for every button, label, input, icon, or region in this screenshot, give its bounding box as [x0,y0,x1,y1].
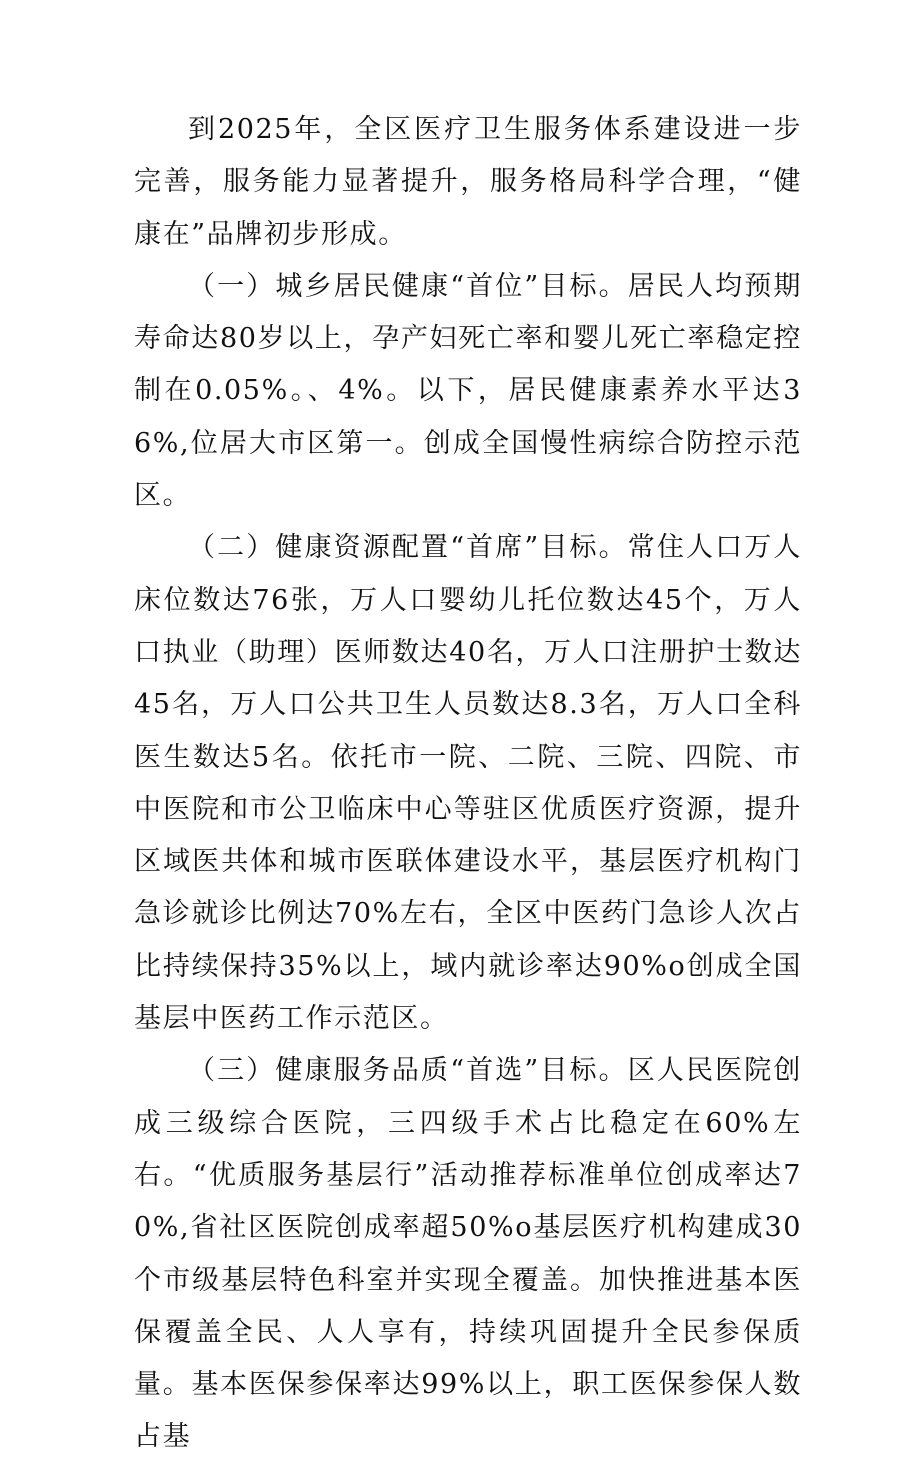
paragraph-goal-3: （三）健康服务品质“首选”目标。区人民医院创成三级综合医院，三四级手术占比稳定在60%左右。“优质服务基层行”活动推荐标准单位创成率达70%,省社区医院创成率超50%o基层医疗机构建成30个市级基层特色科室并实现全覆盖。加快推进基本医保覆盖全民、人人享有，持续巩固提升全民参保质量。基本医保参保率达99%以上，职工医保参保人数占基 [134,1055,802,1453]
paragraph-intro: 到2025年，全区医疗卫生服务体系建设进一步完善，服务能力显著提升，服务格局科学合理，“健康在”品牌初步形成。 [134,114,802,250]
paragraph-goal-1: （一）城乡居民健康“首位”目标。居民人均预期寿命达80岁以上，孕产妇死亡率和婴儿死亡率稳定控制在0.05%。、4%。以下，居民健康素养水平达36%,位居大市区第一。创成全国慢性病综合防控示范区。 [134,270,802,512]
paragraph-goal-2: （二）健康资源配置“首席”目标。常住人口万人床位数达76张，万人口婴幼儿托位数达45个，万人口执业（助理）医师数达40名，万人口注册护士数达45名，万人口公共卫生人员数达8.3名，万人口全科医生数达5名。依托市一院、二院、三院、四院、市中医院和市公卫临床中心等驻区优质医疗资源，提升区域医共体和城市医联体建设水平，基层医疗机构门急诊就诊比例达70%左右，全区中医药门急诊人次占比持续保持35%以上，域内就诊率达90%o创成全国基层中医药工作示范区。 [134,532,802,1035]
